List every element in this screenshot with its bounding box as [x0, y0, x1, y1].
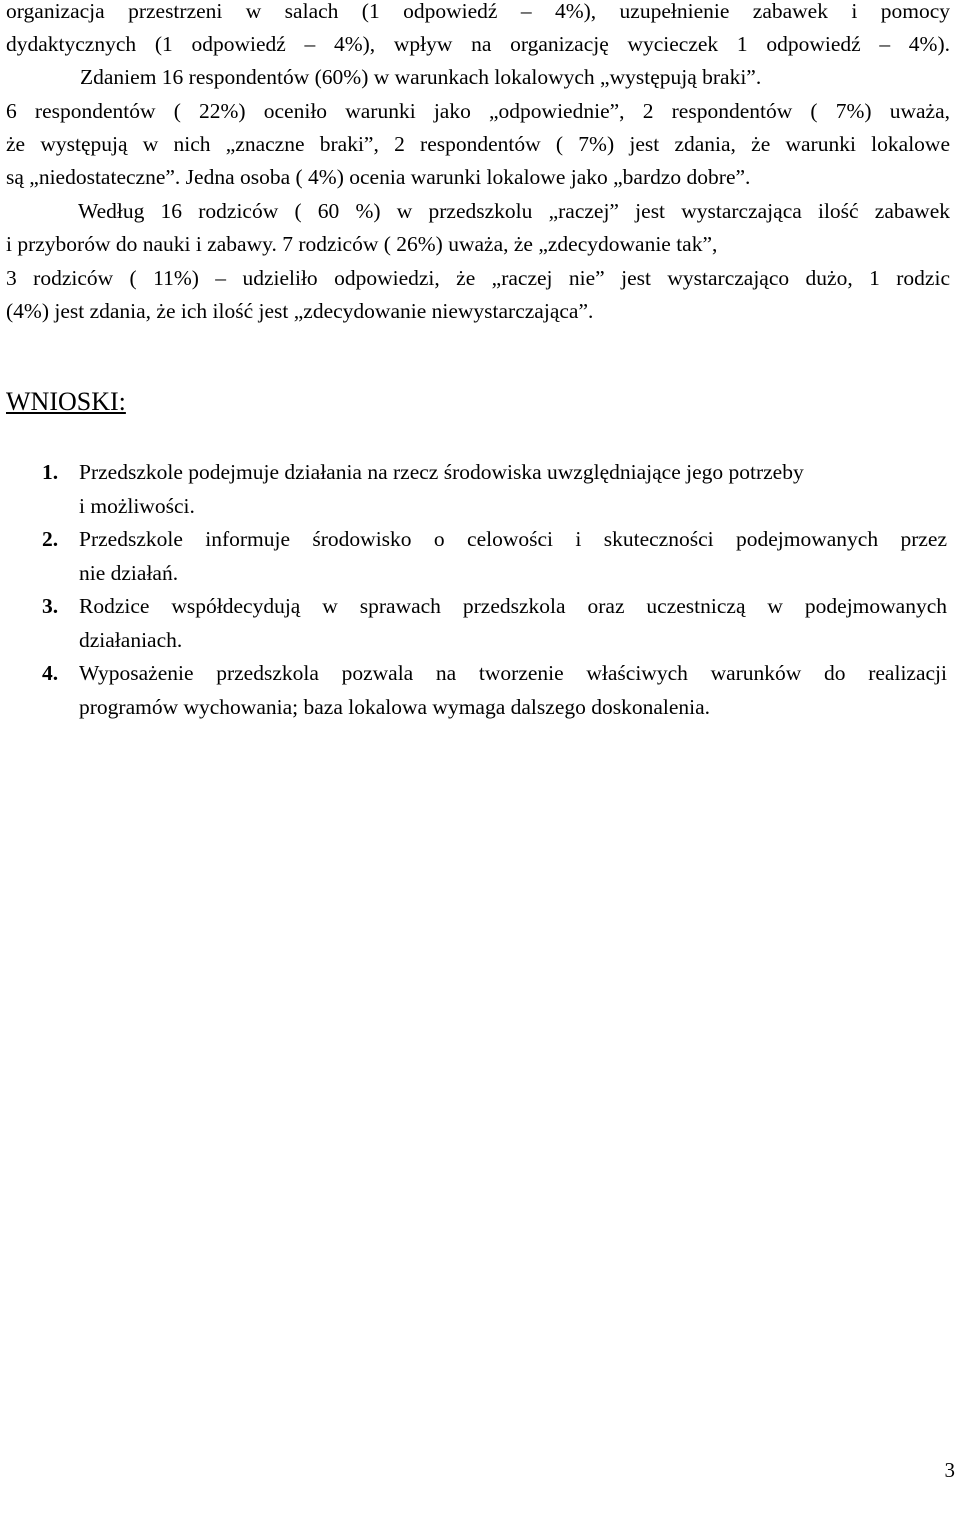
paragraph-line-8: i przyborów do nauki i zabawy. 7 rodziców ( 26%) uważa, że „zdecydowanie tak”, — [6, 232, 718, 256]
paragraph-line-6: są „niedostateczne”. Jedna osoba ( 4%) ocenia warunki lokalowe jako „bardzo dobre”. — [6, 165, 751, 189]
conclusions-heading: WNIOSKI: — [6, 387, 126, 416]
page-number: 3 — [944, 1458, 955, 1482]
conclusion-number-3: 3. — [42, 594, 59, 618]
conclusion-1-line-2: i możliwości. — [79, 494, 195, 518]
conclusion-4-line-1: Wyposażenie przedszkola pozwala na tworzenie właściwych warunków do realizacji — [79, 661, 947, 685]
conclusion-1-line-1: Przedszkole podejmuje działania na rzecz środowiska uwzględniające jego potrzeby — [79, 460, 804, 484]
conclusion-number-1: 1. — [42, 460, 59, 484]
paragraph-line-10: (4%) jest zdania, że ich ilość jest „zdecydowanie niewystarczająca”. — [6, 299, 594, 323]
paragraph-line-5: że występują w nich „znaczne braki”, 2 respondentów ( 7%) jest zdania, że warunki lokalowe — [6, 132, 950, 156]
conclusion-number-2: 2. — [42, 527, 59, 551]
paragraph-line-4: 6 respondentów ( 22%) oceniło warunki jako „odpowiednie”, 2 respondentów ( 7%) uważa, — [6, 99, 950, 123]
conclusion-4-line-2: programów wychowania; baza lokalowa wymaga dalszego doskonalenia. — [79, 695, 711, 719]
conclusion-2-line-1: Przedszkole informuje środowisko o celowości i skuteczności podejmowanych przez — [79, 527, 947, 551]
paragraph-line-3: Zdaniem 16 respondentów (60%) w warunkach lokalowych „występują braki”. — [80, 65, 762, 89]
conclusion-3-line-2: działaniach. — [79, 628, 183, 652]
paragraph-line-2: dydaktycznych (1 odpowiedź – 4%), wpływ na organizację wycieczek 1 odpowiedź – 4%). — [6, 32, 950, 56]
conclusion-2-line-2: nie działań. — [79, 561, 179, 585]
paragraph-line-1: organizacja przestrzeni w salach (1 odpowiedź – 4%), uzupełnienie zabawek i pomocy — [6, 0, 950, 23]
conclusion-3-line-1: Rodzice współdecydują w sprawach przedszkola oraz uczestniczą w podejmowanych — [79, 594, 947, 618]
paragraph-line-9: 3 rodziców ( 11%) – udzieliło odpowiedzi, że „raczej nie” jest wystarczająco dużo, 1 rodzic — [6, 266, 950, 290]
conclusion-number-4: 4. — [42, 661, 59, 685]
paragraph-line-7: Według 16 rodziców ( 60 %) w przedszkolu „raczej” jest wystarczająca ilość zabawek — [78, 199, 950, 223]
